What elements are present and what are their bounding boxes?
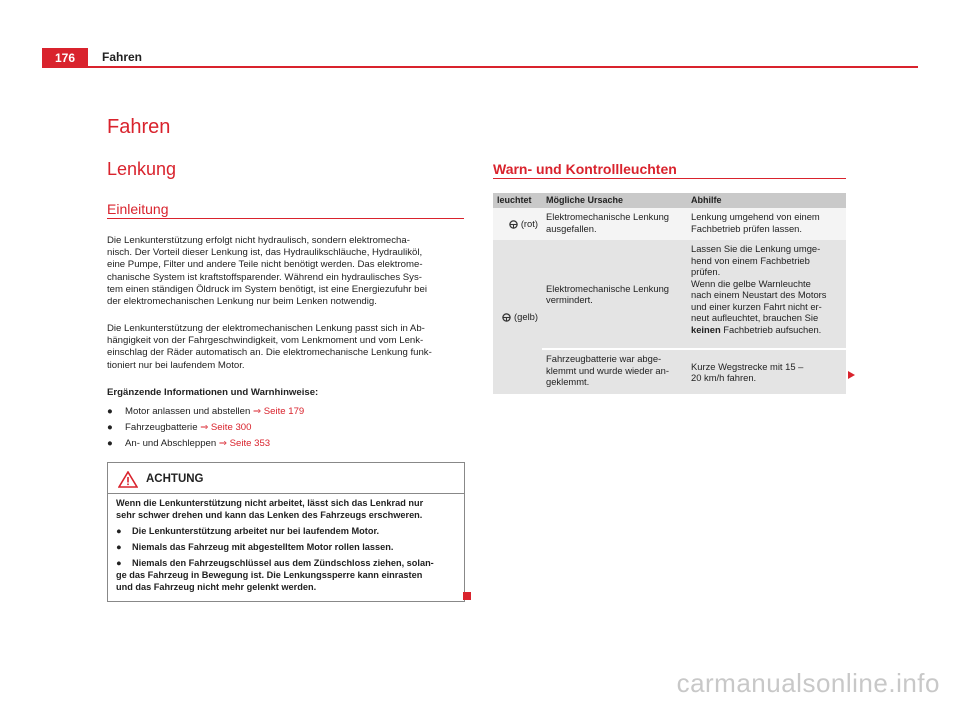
warning-box	[107, 462, 465, 602]
page-number: 176	[42, 48, 88, 68]
led-cell	[493, 240, 542, 394]
led-cell	[493, 208, 542, 240]
additional-info-heading: Ergänzende Informationen und Warnhinweise:	[107, 387, 319, 398]
warning-triangle-icon	[118, 471, 138, 488]
list-item: ● An- und Abschleppen ⇒ Seite 353	[107, 438, 271, 449]
cause-cell: Elektromechanische Lenkung vermindert.	[542, 240, 687, 348]
warning-item: ● Die Lenkunterstützung arbeitet nur bei laufendem Motor.	[116, 526, 380, 536]
table-row	[493, 240, 846, 394]
remedy-cell	[687, 240, 846, 348]
warning-item-text: Die Lenkunterstützung arbeitet nur bei laufendem Motor.	[132, 526, 380, 536]
cause-cell: Elektromechanische Lenkung ausgefallen.	[542, 208, 687, 240]
steering-wheel-icon	[509, 220, 518, 229]
section-title: Lenkung	[107, 159, 177, 179]
column-header-led: leuchtet	[493, 193, 542, 208]
remedy-emphasis: keinen	[691, 323, 721, 335]
subsection-rule	[107, 218, 464, 219]
warning-title: ACHTUNG	[146, 473, 204, 485]
warning-intro: Wenn die Lenkunterstützung nicht arbeitet, lässt sich das Lenkrad nur sehr schwer drehen und kann das Lenken des Fahrzeugs erschweren.	[116, 498, 424, 520]
warning-item: ● Niemals das Fahrzeug mit abgestelltem Motor rollen lassen.	[116, 542, 394, 552]
table-row	[493, 208, 846, 240]
remedy-text: Lassen Sie die Lenkung umge- hend von einem Fachbetrieb prüfen. Wenn die gelbe Warnleuchte nach einem Neustart des Motors und einer kurzen Fahrt nicht er- neut aufleuchtet, brauchen Sie	[691, 243, 827, 323]
warning-lights-title: Warn- und Kontrollleuchten	[493, 161, 677, 177]
remedy-text: Fachbetrieb aufsuchen.	[720, 323, 822, 335]
intro-paragraph-1: Die Lenkunterstützung erfolgt nicht hydraulisch, sondern elektromecha- nisch. Der Vorteil dieser Lenkung ist, das Hydraulikschläuche, Hydrauliköl, eine Pumpe, Filter und andere Teile nicht benötigt werden. Das elektrome- chanische System ist kraftstoffsparender. Während ein hydraulisches Sys- tem einen ständigen Öldruck im System benötigt, ist eine Energiezufuhr bei der elektromechanischen Lenkung nur beim Lenken notwendig.	[107, 235, 427, 308]
warning-item-text: Niemals den Fahrzeugschlüssel aus dem Zündschloss ziehen, solan- ge das Fahrzeug in Bewegung ist. Die Lenkungssperre kann einrasten und das Fahrzeug nicht mehr gelenkt werden.	[116, 558, 434, 592]
continue-arrow-icon	[847, 370, 856, 380]
warning-lights-rule	[493, 178, 846, 179]
warning-item-text: Niemals das Fahrzeug mit abgestelltem Motor rollen lassen.	[132, 542, 394, 552]
cause-cell: Fahrzeugbatterie war abge- klemmt und wurde wieder an- geklemmt.	[542, 350, 687, 394]
intro-paragraph-2: Die Lenkunterstützung der elektromechanischen Lenkung passt sich in Ab- hängigkeit von der Fahrgeschwindigkeit, vom Lenkmoment und vom Lenk- einschlag der Räder automatisch an. Die elektromechanische Lenkung funk- tioniert nur bei laufendem Motor.	[107, 323, 432, 371]
bullet-text: An- und Abschleppen	[125, 438, 217, 449]
subsection-title: Einleitung	[107, 201, 169, 217]
chapter-title: Fahren	[107, 116, 171, 138]
header-rule	[88, 66, 918, 68]
led-color-label: (gelb)	[514, 311, 538, 323]
sub-row	[542, 240, 846, 348]
page-ref-link[interactable]: ⇒ Seite 353	[218, 438, 271, 449]
watermark: carmanualsonline.info	[676, 668, 940, 698]
column-header-remedy: Abhilfe	[687, 193, 846, 208]
warning-header	[108, 463, 464, 494]
warning-body	[108, 494, 464, 600]
list-item: ● Motor anlassen und abstellen ⇒ Seite 179	[107, 406, 305, 417]
warning-lights-table	[493, 193, 846, 394]
bullet-text: Motor anlassen und abstellen	[125, 406, 251, 417]
led-color-label: (rot)	[520, 218, 538, 230]
running-head: Fahren	[102, 50, 143, 64]
page-ref-link[interactable]: ⇒ Seite 300	[200, 422, 252, 433]
end-square-icon	[463, 592, 471, 600]
warning-item: ● Niemals den Fahrzeugschlüssel aus dem Zündschloss ziehen, solan- ge das Fahrzeug in Bewegung ist. Die Lenkungssperre kann einrasten und das Fahrzeug nicht mehr gelenkt werden.	[116, 558, 434, 592]
remedy-cell: Lenkung umgehend von einem Fachbetrieb prüfen lassen.	[687, 208, 846, 240]
table-header-row	[493, 193, 846, 208]
list-item: ● Fahrzeugbatterie ⇒ Seite 300	[107, 422, 252, 433]
steering-wheel-icon	[502, 313, 511, 322]
row-group	[542, 240, 846, 394]
bullet-text: Fahrzeugbatterie	[125, 422, 198, 433]
sub-row	[542, 348, 846, 394]
remedy-cell: Kurze Wegstrecke mit 15 – 20 km/h fahren.	[687, 350, 846, 394]
column-header-cause: Mögliche Ursache	[542, 193, 687, 208]
page-ref-link[interactable]: ⇒ Seite 179	[253, 406, 305, 417]
